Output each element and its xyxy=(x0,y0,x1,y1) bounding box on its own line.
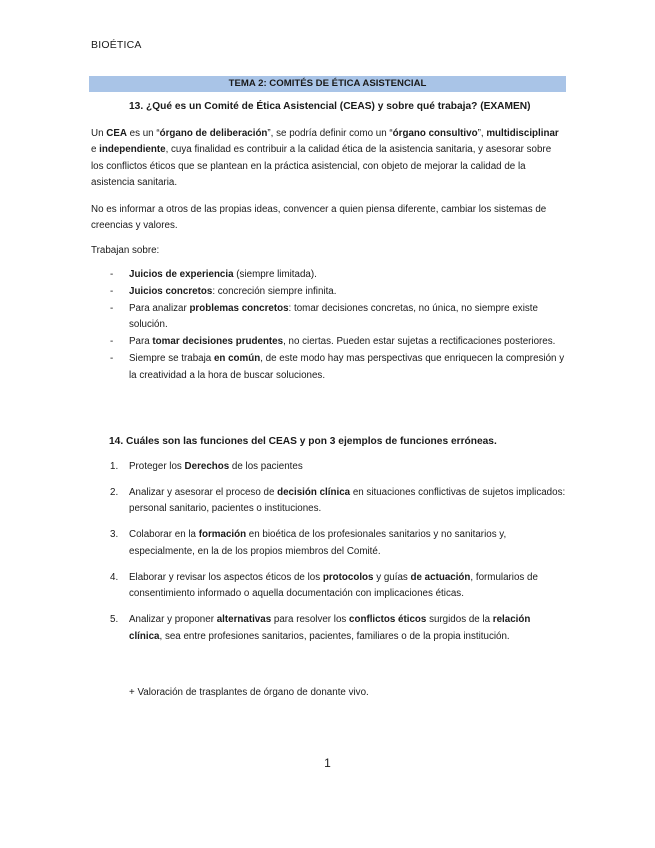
bold-term: conflictos éticos xyxy=(349,614,427,626)
text: en bioética de los profesionales sanitarios y no sanitarios y, especialmente, en la de los propios miembros del Comité. xyxy=(129,529,507,557)
item-number: 5. xyxy=(110,614,119,626)
text: Siempre se trabaja xyxy=(129,353,214,365)
bold-term: de actuación xyxy=(410,571,471,583)
text: ”, se podría definir como un “ xyxy=(267,128,393,139)
text: Colaborar en la xyxy=(129,529,199,541)
text: , sea entre profesiones sanitarios, pacientes, familiares o de la propia institución. xyxy=(159,630,510,642)
bold-term: independiente xyxy=(99,144,166,156)
running-header: BIOÉTICA xyxy=(91,39,142,51)
text: y guías xyxy=(373,571,411,583)
text: e xyxy=(91,144,100,156)
paragraph-not-inform: No es informar a otros de las propias ideas, convencer a quien piensa diferente, cambiar los sistemas de creencias y valores. xyxy=(91,204,547,232)
text: Para analizar xyxy=(129,303,190,314)
text: : tomar decisiones concretas, no única, no siempre existe solución. xyxy=(129,303,538,331)
dash-bullet: - xyxy=(110,286,114,297)
paragraph-cea-definition xyxy=(91,126,566,192)
question-13-heading: 13. ¿Qué es un Comité de Ética Asistencial (CEAS) y sobre qué trabaja? (EXAMEN) xyxy=(129,101,531,112)
list-item xyxy=(91,527,566,560)
item-number: 2. xyxy=(110,487,119,498)
text: (siempre limitada). xyxy=(233,269,317,280)
bold-term: decisión clínica xyxy=(277,487,351,498)
text: , formularios de consentimiento informado o aquella documentación con implicaciones éticas. xyxy=(129,571,538,600)
dash-bullet: - xyxy=(110,269,114,280)
work-topics-list xyxy=(91,267,566,385)
text: Un xyxy=(91,128,107,139)
bold-term: tomar decisiones prudentes xyxy=(152,336,284,348)
bold-term: órgano consultivo xyxy=(392,128,478,139)
bold-term: en común xyxy=(213,353,261,365)
bold-term: formación xyxy=(198,529,247,541)
text: de los pacientes xyxy=(229,461,303,472)
item-number: 4. xyxy=(110,571,119,583)
list-item xyxy=(91,485,566,518)
text: Para xyxy=(129,336,153,348)
text: en situaciones conflictivas de sujetos implicados: personal sanitario, pacientes o instituciones. xyxy=(129,487,566,515)
text: ”, xyxy=(477,128,487,139)
item-number: 1. xyxy=(110,461,119,472)
bold-term: alternativas xyxy=(216,614,272,626)
text: , de este modo hay mas perspectivas que enriquecen la compresión y la creatividad a la hora de buscar soluciones. xyxy=(129,353,565,381)
list-item xyxy=(91,459,566,475)
text: , no ciertas. Pueden estar sujetas a rectificaciones posteriores. xyxy=(283,336,556,348)
section-banner: TEMA 2: COMITÉS DE ÉTICA ASISTENCIAL xyxy=(89,76,566,92)
text: Proteger los xyxy=(129,461,185,472)
list-item xyxy=(91,351,566,384)
text: surgidos de la xyxy=(426,614,493,626)
list-item xyxy=(91,301,566,334)
text: Elaborar y revisar los aspectos éticos de los xyxy=(129,571,323,583)
dash-bullet: - xyxy=(110,353,114,365)
question-14-heading: 14. Cuáles son las funciones del CEAS y pon 3 ejemplos de funciones erróneas. xyxy=(109,436,497,447)
bold-term: problemas concretos xyxy=(189,303,289,314)
bold-term: Juicios concretos xyxy=(129,286,213,297)
bold-term: Derechos xyxy=(184,461,230,472)
bold-term: CEA xyxy=(106,128,127,139)
bold-term: multidisciplinar xyxy=(486,128,559,139)
text: Analizar y asesorar el proceso de xyxy=(129,487,278,498)
text: es un “ xyxy=(126,128,160,139)
bold-term: órgano de deliberación xyxy=(159,128,268,139)
text: : concreción siempre infinita. xyxy=(212,286,337,297)
paragraph-trabajan-sobre: Trabajan sobre: xyxy=(91,245,160,256)
item-number: 3. xyxy=(110,529,119,541)
text: para resolver los xyxy=(271,614,350,626)
list-item xyxy=(91,612,566,645)
page-number: 1 xyxy=(324,756,331,770)
text: , cuya finalidad es contribuir a la calidad ética de la asistencia sanitaria, y asesorar sobre los conflictos éticos que se plantean en la práctica asistencial, con objeto de mejorar la calidad de la asistencia sanitaria. xyxy=(91,144,552,189)
list-item xyxy=(91,284,566,300)
list-item xyxy=(91,334,566,350)
bold-term: relación clínica xyxy=(129,614,531,642)
list-item xyxy=(91,267,566,283)
functions-list xyxy=(91,459,566,655)
bold-term: protocolos xyxy=(322,571,374,583)
dash-bullet: - xyxy=(110,303,114,314)
dash-bullet: - xyxy=(110,336,114,348)
list-item xyxy=(91,570,566,603)
bold-term: Juicios de experiencia xyxy=(129,269,234,280)
extra-note: + Valoración de trasplantes de órgano de donante vivo. xyxy=(129,687,369,698)
text: Analizar y proponer xyxy=(129,614,217,626)
